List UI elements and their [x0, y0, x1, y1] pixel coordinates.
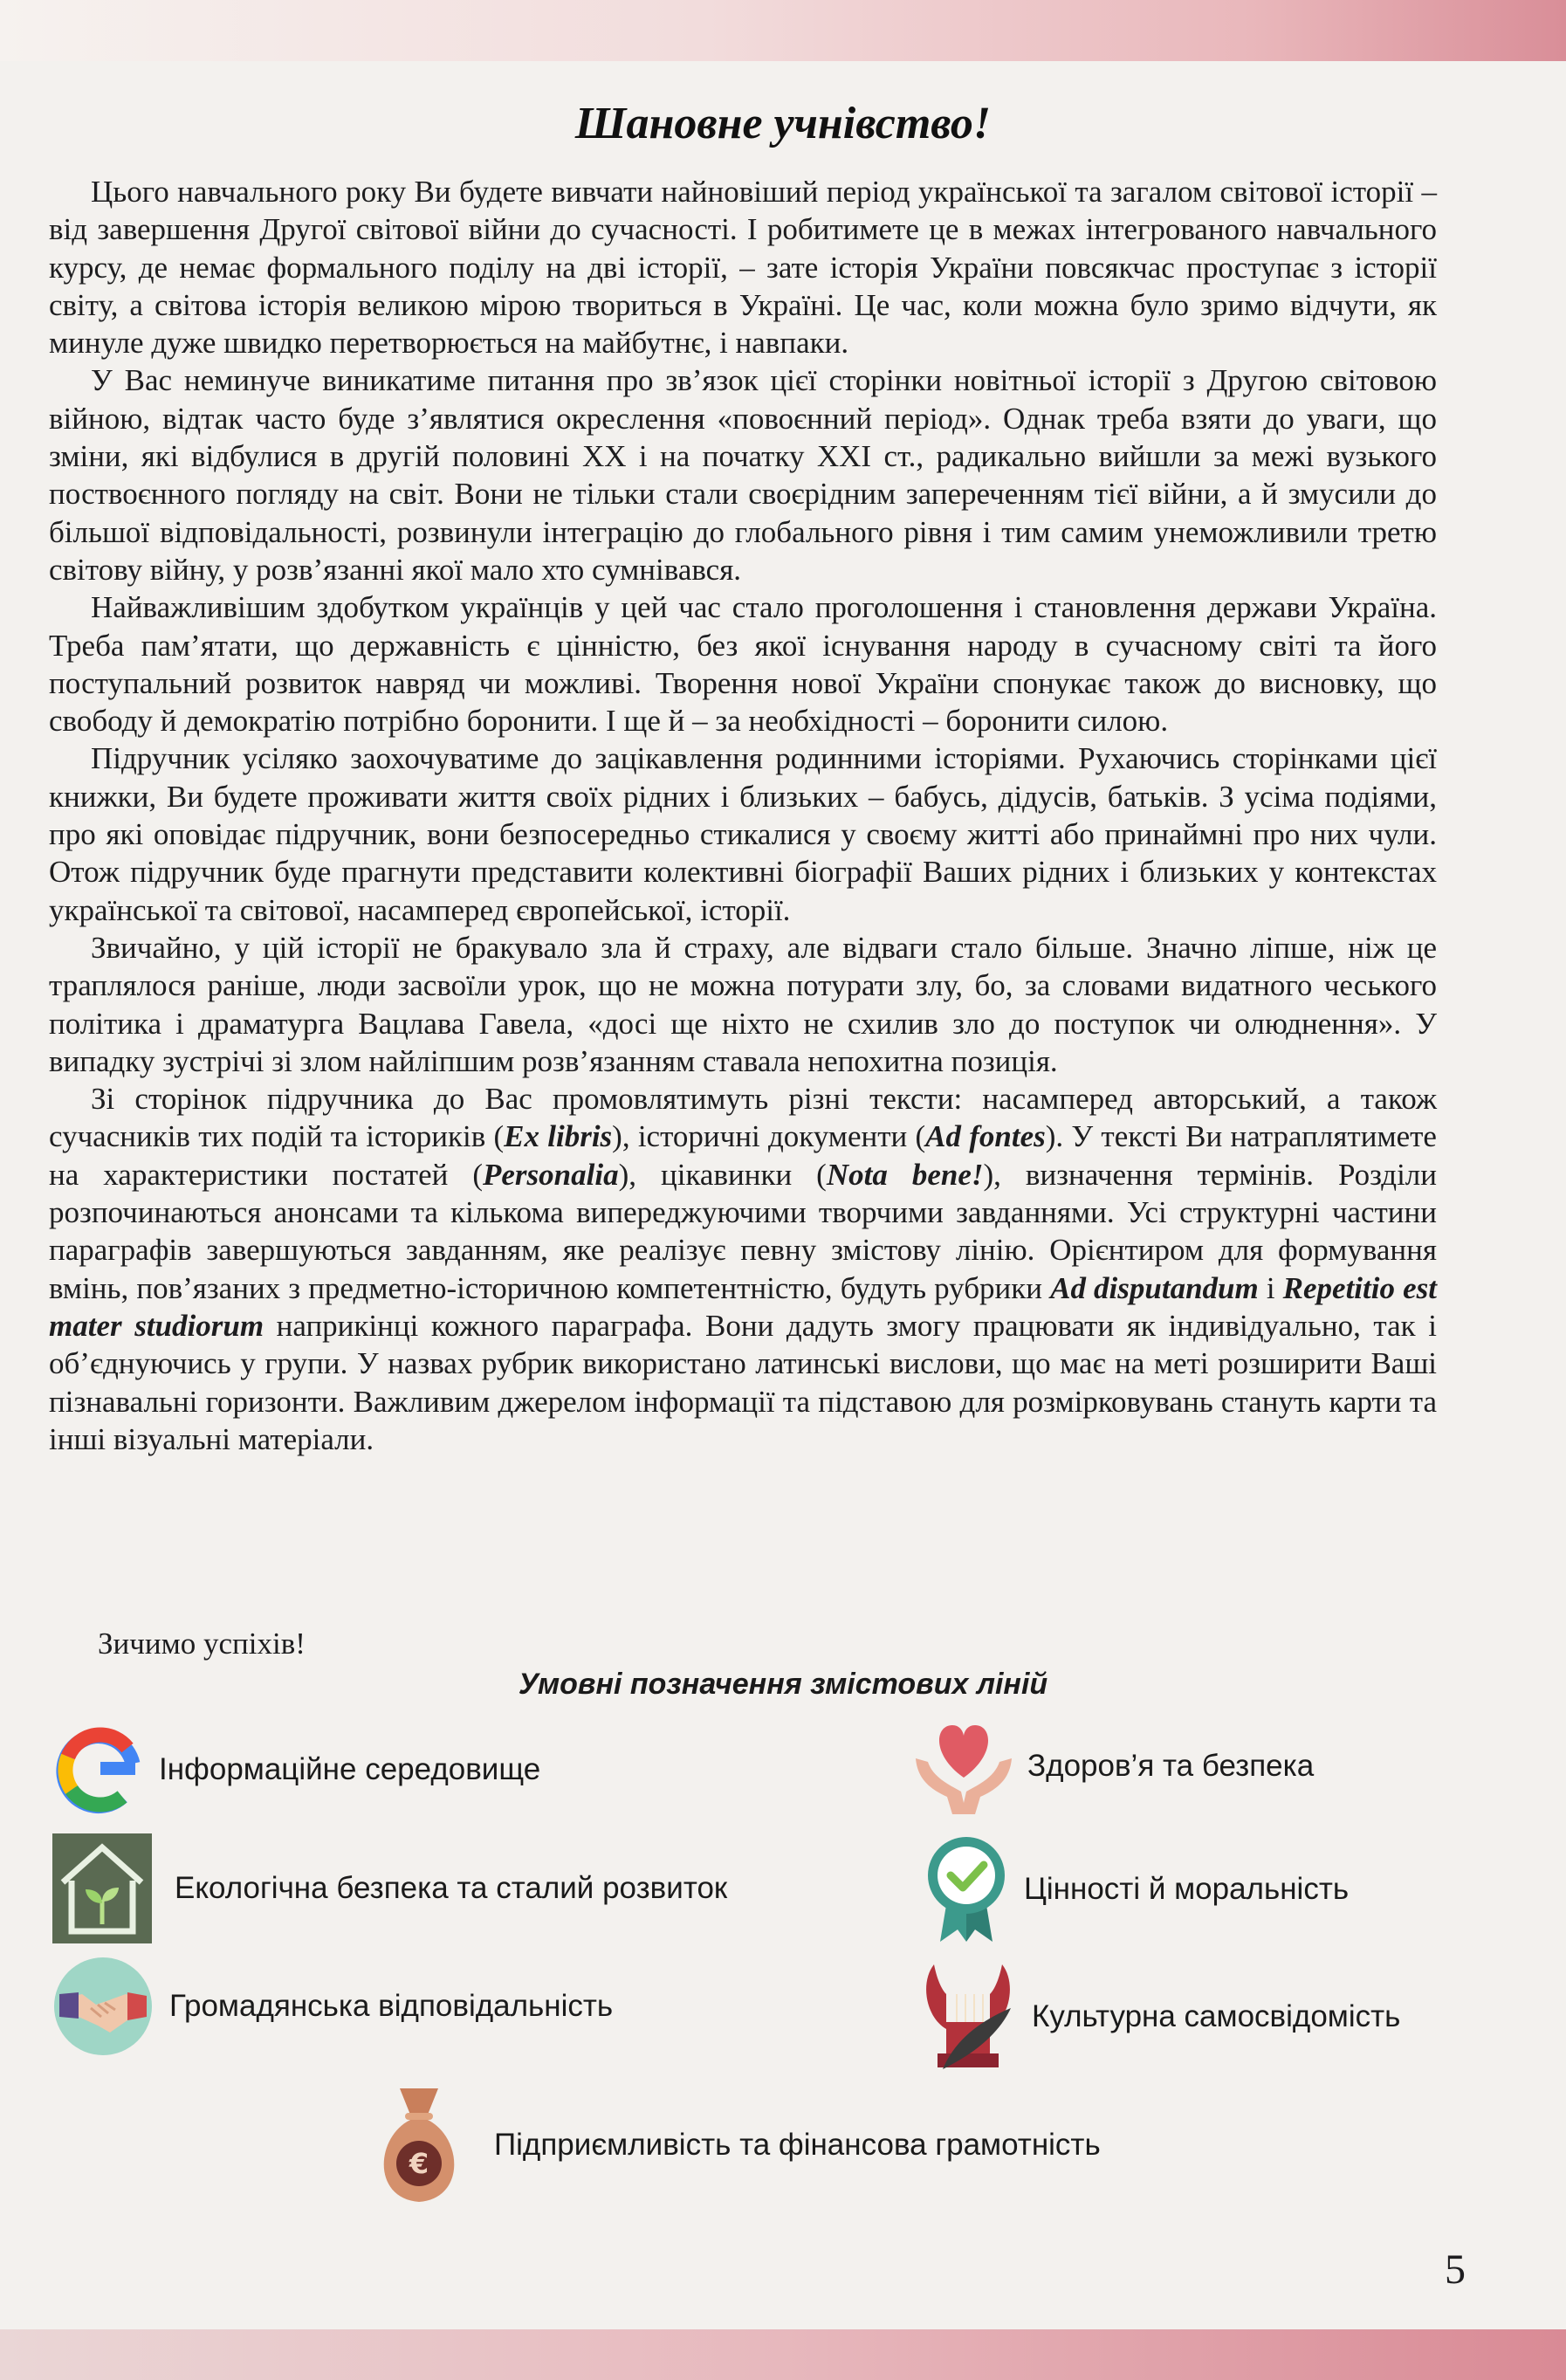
- paragraph: [49, 173, 1437, 361]
- paragraph-text: ), визначення термінів. Розділи розпочинаються анонсами та кількома випереджуючими творчими завданнями. Усі структурні частини параграфів завершуються завданням, яке реалізує певну змістову лінію. Орієнтиром для формування вмінь, пов’язаних з предметно-історичною компетентністю, будуть рубрики: [49, 1157, 1438, 1305]
- heart-hands-icon: [912, 1716, 1015, 1816]
- page-title: Шановне учнівство!: [574, 99, 992, 148]
- legend-label-civic: Громадянська відповідальність: [169, 1989, 614, 2023]
- paragraph-text: ). У тексті Ви натраплятимете на характеристики постатей (: [49, 1119, 1437, 1192]
- legend-label-values: Цінності й моральність: [1024, 1872, 1350, 1906]
- paragraph-text: ), цікавинки (: [618, 1157, 827, 1192]
- rubric-term: Personalia: [483, 1157, 619, 1192]
- paragraph-text: ), історичні документи (: [612, 1119, 926, 1154]
- paragraph-text: Цього навчального року Ви будете вивчати найновіший період української та загалом світової історії – від завершення Другої світової війни до сучасності. І робитимете це в межах інтегрованого навчального курсу, де немає формального поділу на дві історії, – зате історія України повсякчас проступає з історії світу, а світова історія великою мірою твориться в Україні. Це час, коли можна було зримо відчути, як минуле дуже швидко перетворюється на майбутнє, і навпаки.: [49, 175, 1437, 361]
- legend-label-health: Здоров’я та безпека: [1027, 1749, 1315, 1783]
- paragraph: [49, 929, 1437, 1080]
- euro-money-bag-icon: [368, 2085, 470, 2205]
- paragraph: [49, 1080, 1437, 1458]
- paragraph-text: Звичайно, у цій історії не бракувало зла й страху, але відваги стало більше. Значно ліпше, ніж це траплялося раніше, люди засвоїли урок, що не можна потурати злу, бо, за словами видатного чеського політика і драматурга Вацлава Гавела, «досі ще ніхто не схилив зло до поступок чи олюднення». У випадку зустрічі зі злом найліпшим розв’язанням ставала непохитна позиція.: [49, 930, 1437, 1078]
- page-number: 5: [1445, 2246, 1466, 2293]
- legend-item-eco: [51, 1832, 727, 1945]
- legend-label-finance: Підприємливість та фінансова грамотність: [494, 2128, 1101, 2162]
- rubric-term: Repetitio est mater studiorum: [49, 1270, 1437, 1343]
- paragraph: [49, 588, 1437, 739]
- body-text: [49, 173, 1437, 1458]
- check-badge-icon: [921, 1835, 1012, 1943]
- legend-item-civic: [52, 1956, 613, 2057]
- paragraph-text: Підручник усіляко заохочуватиме до зацікавлення родинними історіями. Рухаючись сторінками цієї книжки, Ви будете проживати життя своїх рідних і близьких – бабусь, дідусів, батьків. З усіма подіями, про які оповідає підручник, вони безпосередньо стикалися у своєму житті або принаймні про них чули. Отож підручник буде прагнути представити колективні біографії Ваших рідних і близьких у контекстах української та світової, насамперед європейської, історії.: [49, 741, 1437, 927]
- paragraph-text: і: [1258, 1270, 1283, 1305]
- paragraph-text: У Вас неминуче виникатиме питання про зв’язок цієї сторінки новітньої історії з Другою світовою війною, відтак часто буде з’являтися окреслення «повоєнний період». Однак треба взяти до уваги, що зміни, які відбулися в другій половині XX і на початку XXI ст., радикально вийшли за межі вузького поствоєнного погляду на світ. Вони не тільки стали своєрідним запереченням тієї війни, а й змусили до більшої відповідальності, розвинули інтеграцію до глобального рівня і тим самим унеможливили третю світову війну, у розв’язанні якої мало хто сумнівався.: [49, 363, 1437, 587]
- legend-item-values: [921, 1835, 1349, 1943]
- legend-title: Умовні позначення змістових ліній: [518, 1668, 1048, 1701]
- rubric-term: Ex libris: [504, 1119, 613, 1154]
- legend-item-info: [52, 1722, 540, 1818]
- top-decorative-band: [0, 0, 1566, 61]
- google-g-icon: [52, 1722, 148, 1818]
- paragraph-text: Зі сторінок підручника до Вас промовлятимуть різні тексти: насамперед авторський, а також сучасників тих подій та істориків (: [49, 1082, 1437, 1154]
- legend-label-eco: Екологічна безпека та сталий розвиток: [175, 1871, 728, 1905]
- lyre-icon: [917, 1956, 1020, 2078]
- legend-label-info: Інформаційне середовище: [159, 1752, 541, 1786]
- bottom-decorative-band: [0, 2329, 1566, 2380]
- rubric-term: Nota bene!: [826, 1157, 984, 1192]
- svg-text:€: €: [409, 2147, 429, 2180]
- paragraph-text: наприкінці кожного параграфа. Вони дадуть змогу працювати як індивідуально, так і об’єднуючись у групи. У назвах рубрик використано латинські вислови, що має на меті розширити Ваші пізнавальні горизонти. Важливим джерелом інформації та підставою для розмірковувань стануть карти та інші візуальні матеріали.: [49, 1308, 1437, 1456]
- handshake-icon: [52, 1956, 154, 2057]
- legend-label-culture: Культурна самосвідомість: [1032, 1999, 1401, 2033]
- legend-item-health: [912, 1716, 1314, 1816]
- paragraph: [49, 361, 1437, 588]
- rubric-term: Ad fontes: [925, 1119, 1046, 1154]
- paragraph: [49, 739, 1437, 928]
- eco-house-sprout-icon: [51, 1832, 154, 1945]
- rubric-term: Ad disputandum: [1050, 1270, 1259, 1305]
- legend-item-culture: [917, 1956, 1400, 2078]
- paragraph-text: Найважливішим здобутком українців у цей час стало проголошення і становлення держави Україна. Треба пам’ятати, що державність є цінністю, без якої існування народу в сучасному світі та його поступальний розвиток навряд чи можливі. Творення нової України спонукає також до висновку, що свободу й демократію потрібно боронити. І ще й – за необхідності – боронити силою.: [49, 590, 1437, 739]
- legend-item-finance: [368, 2085, 1101, 2205]
- signoff-text: Зичимо успіхів!: [98, 1627, 306, 1661]
